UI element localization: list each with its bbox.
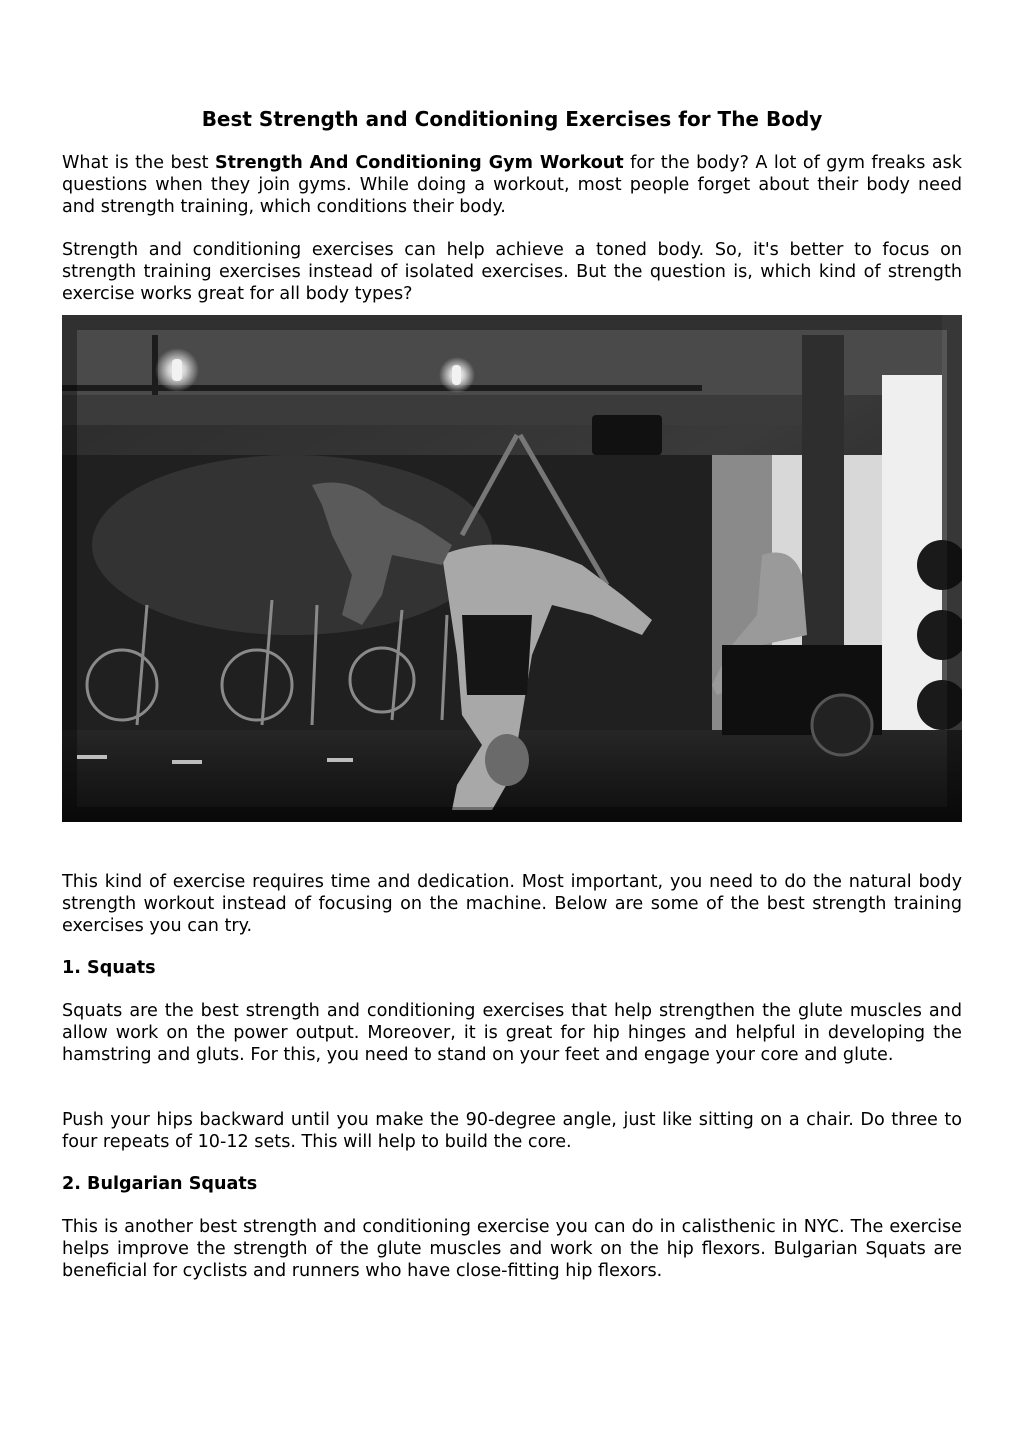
intro-bold-link-text: Strength And Conditioning Gym Workout [214,153,624,173]
intro-paragraph [62,152,962,218]
paragraph-2: Strength and conditioning exercises can help achieve a toned body. So, it's better to focus on strength training exercises instead of isolated exercises. But the question is, which kind of strength exercise works great for all body types? [62,240,962,304]
page-title: Best Strength and Conditioning Exercises for The Body [201,107,823,131]
squats-paragraph-1: Squats are the best strength and conditioning exercises that help strengthen the glute muscles and allow work on the power output. Moreover, it is great for hip hinges and helpful in developing the hamstring and gluts. For this, you need to stand on your feet and engage your core and glute. [62,1001,962,1065]
intro-text-after: for the body? A lot of gym freaks ask questions when they join gyms. While doing a workout, most people forget about their body need and strength training, which conditions their body. [62,153,962,217]
gym-photo [62,315,962,822]
squats-paragraph-2: Push your hips backward until you make the 90-degree angle, just like sitting on a chair. Do three to four repeats of 10-12 sets. This will help to build the core. [62,1110,962,1152]
section-heading-squats: 1. Squats [62,958,156,978]
intro-text-before: What is the best [62,153,215,173]
paragraph-3: This kind of exercise requires time and dedication. Most important, you need to do the natural body strength workout instead of focusing on the machine. Below are some of the best strength training exercises you can try. [62,872,962,936]
section-heading-bulgarian-squats: 2. Bulgarian Squats [62,1174,258,1194]
bulgarian-squats-paragraph: This is another best strength and conditioning exercise you can do in calisthenic in NYC. The exercise helps improve the strength of the glute muscles and work on the hip flexors. Bulgarian Squats are beneficial for cyclists and runners who have close-fitting hip flexors. [62,1217,962,1281]
